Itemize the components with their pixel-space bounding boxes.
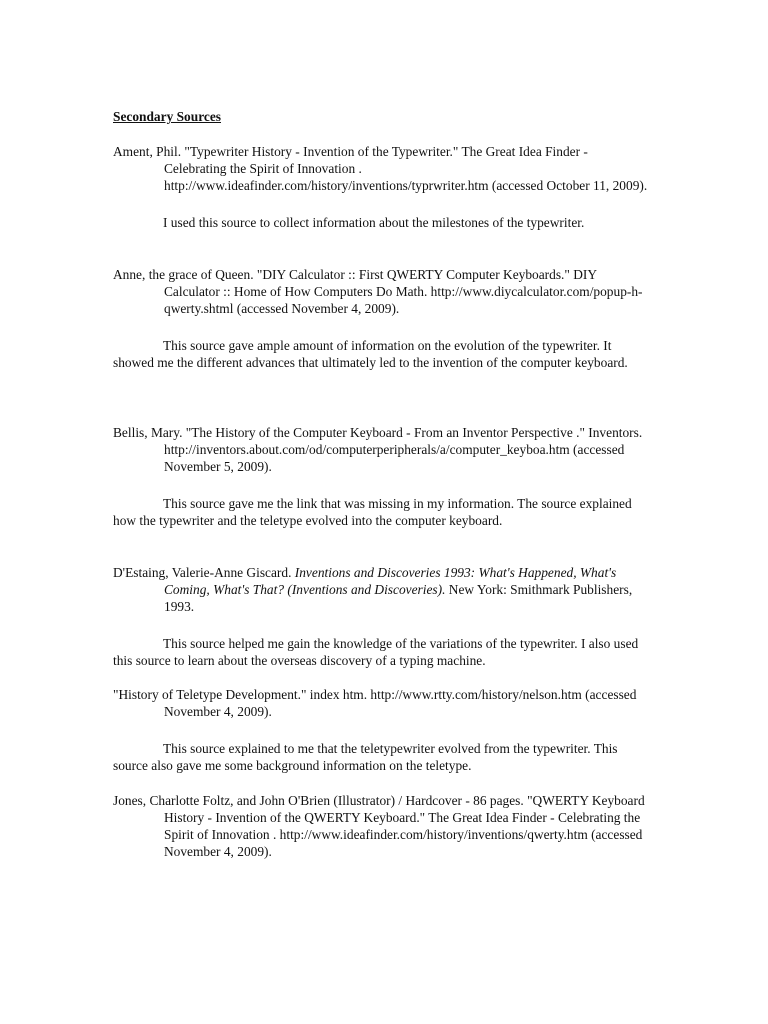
- citation-title: Inventions and Discoveries 1993: What's Happened, What's Coming, What's That? (Inventions and Discoveries).: [164, 565, 617, 597]
- citation: Anne, the grace of Queen. "DIY Calculator :: First QWERTY Computer Keyboards." DIY Calculator :: Home of How Computers Do Math. http://www.diycalculator.com/popup-h-qwerty.shtml (accessed November 4, 2009).: [113, 267, 643, 316]
- bibliography-entry-anne: [113, 266, 648, 371]
- annotation: This source gave ample amount of information on the evolution of the typewriter. It showed me the different advances that ultimately led to the invention of the computer keyboard.: [113, 338, 628, 370]
- bibliography-entry-ament: [113, 143, 648, 231]
- citation: Bellis, Mary. "The History of the Computer Keyboard - From an Inventor Perspective ." Inventors. http://inventors.about.com/od/computerperipherals/a/computer_keyboa.htm (accessed November 5, 2009).: [113, 425, 643, 474]
- citation: "History of Teletype Development." index htm. http://www.rtty.com/history/nelson.htm (accessed November 4, 2009).: [113, 687, 637, 719]
- bibliography-entry-jones: [113, 792, 648, 860]
- bibliography-entry-destaing: [113, 564, 648, 669]
- annotation: This source explained to me that the teletypewriter evolved from the typewriter. This source also gave me some background information on the teletype.: [113, 741, 618, 773]
- annotation: This source gave me the link that was missing in my information. The source explained how the typewriter and the teletype evolved into the computer keyboard.: [113, 496, 632, 528]
- citation: Ament, Phil. "Typewriter History - Invention of the Typewriter." The Great Idea Finder - Celebrating the Spirit of Innovation . http://www.ideafinder.com/history/inventions/typrwriter.htm (accessed October 11, 2009).: [113, 144, 648, 193]
- annotation: I used this source to collect information about the milestones of the typewriter.: [163, 215, 585, 230]
- citation: [113, 564, 648, 615]
- citation-author: D'Estaing, Valerie-Anne Giscard.: [113, 565, 295, 580]
- citation: Jones, Charlotte Foltz, and John O'Brien (Illustrator) / Hardcover - 86 pages. "QWERTY Keyboard History - Invention of the QWERTY Keyboard." The Great Idea Finder - Celebrating the Spirit of Innovation . http://www.ideafinder.com/history/inventions/qwerty.htm (accessed November 4, 2009).: [113, 793, 645, 859]
- citation-publisher: New York: Smithmark Publishers, 1993.: [164, 582, 633, 614]
- section-heading: Secondary Sources: [113, 109, 221, 124]
- bibliography-entry-bellis: [113, 424, 648, 529]
- annotation: This source helped me gain the knowledge of the variations of the typewriter. I also used this source to learn about the overseas discovery of a typing machine.: [113, 636, 639, 668]
- bibliography-entry-teletype: [113, 686, 648, 774]
